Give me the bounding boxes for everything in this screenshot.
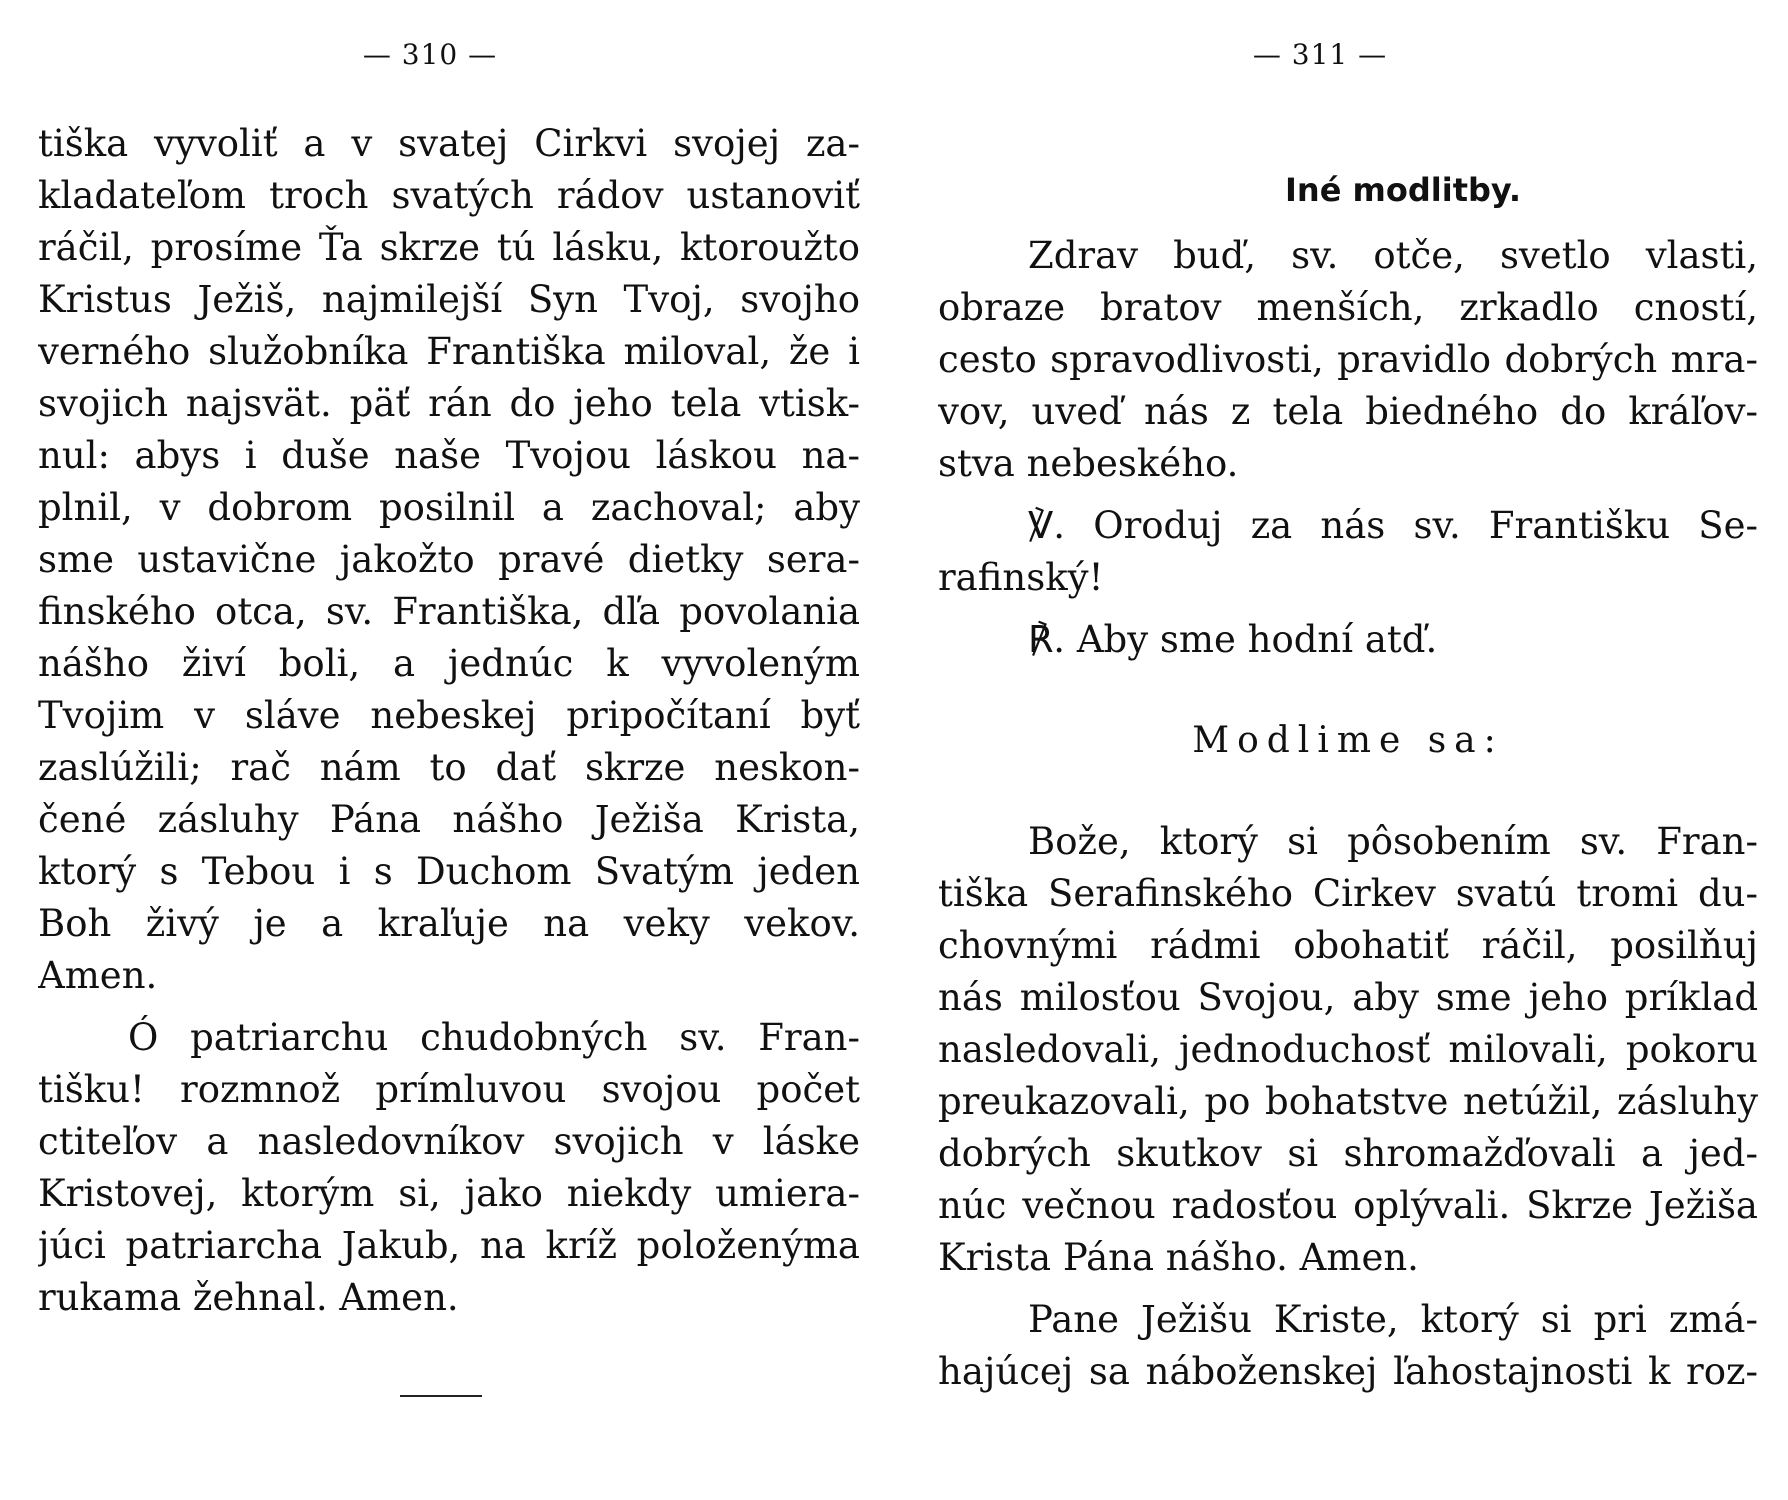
text-line: Zdrav buď, sv. otče, svetlo vlasti, (1028, 234, 1758, 277)
text-line: nasledovali, jednoduchosť milovali, pokoru (938, 1028, 1758, 1071)
paragraph (38, 118, 860, 1002)
text-line: rafinský! (938, 556, 1104, 599)
paragraph (938, 230, 1758, 490)
text-line: chovnými rádmi obohatiť ráčil, posilňuj (938, 924, 1758, 967)
left-page (30, 0, 860, 1500)
right-page-text (938, 160, 1758, 1398)
text-line: Kristovej, ktorým si, jako niekdy umiera- (38, 1172, 860, 1215)
text-line: núc večnou radosťou oplývali. Skrze Ježiša (938, 1184, 1758, 1227)
text-line: ctiteľov a nasledovníkov svojich v láske (38, 1120, 860, 1163)
versicle (938, 500, 1758, 604)
text-line: Tvojim v sláve nebeskej pripočítaní byť (38, 694, 860, 737)
text-line: nás milosťou Svojou, aby sme jeho príklad (938, 976, 1758, 1019)
text-line: svojich najsvät. päť rán do jeho tela vtisk- (38, 382, 860, 425)
page-number: — 310 — (362, 38, 498, 71)
paragraph (38, 1012, 860, 1324)
section-heading: Iné modlitby. (1285, 171, 1521, 209)
text-line: Kristus Ježiš, najmilejší Syn Tvoj, svojho (38, 278, 860, 321)
text-line: Krista Pána nášho. Amen. (938, 1236, 1419, 1279)
prayer-heading: Modlime sa: (1192, 720, 1504, 761)
text-line: nul: abys i duše naše Tvojou láskou na- (38, 434, 860, 477)
text-line: ktorý s Tebou i s Duchom Svatým jeden (38, 850, 860, 893)
text-line: Bože, ktorý si pôsobením sv. Fran- (1028, 820, 1758, 863)
response: ℟. Aby sme hodní atď. (1028, 618, 1438, 661)
text-line: hajúcej sa náboženskej ľahostajnosti k roz- (938, 1350, 1758, 1393)
text-line: tiška vyvoliť a v svatej Cirkvi svojej za- (38, 122, 860, 165)
text-line: preukazovali, po bohatstve netúžil, zásluhy (938, 1080, 1758, 1123)
text-line: zaslúžili; rač nám to dať skrze neskon- (38, 746, 860, 789)
text-line: Amen. (38, 954, 158, 997)
text-line: obraze bratov menších, zrkadlo cností, (938, 286, 1758, 329)
paragraph (938, 816, 1758, 1284)
text-line: plnil, v dobrom posilnil a zachoval; aby (38, 486, 860, 529)
text-line: kladateľom troch svatých rádov ustanoviť (38, 174, 860, 217)
paragraph (938, 1294, 1758, 1398)
text-line: tišku! rozmnož prímluvou svojou počet (38, 1068, 860, 1111)
end-rule (400, 1395, 482, 1397)
text-line: Pane Ježišu Kriste, ktorý si pri zmá- (1028, 1298, 1758, 1341)
page-number: — 311 — (1252, 38, 1388, 71)
text-line: čené zásluhy Pána nášho Ježiša Krista, (38, 798, 860, 841)
text-line: júci patriarcha Jakub, na kríž položenýma (38, 1224, 860, 1267)
text-line: Ó patriarchu chudobných sv. Fran- (128, 1016, 860, 1059)
right-page (930, 0, 1758, 1500)
text-line: dobrých skutkov si shromažďovali a jed- (938, 1132, 1758, 1175)
text-line: cesto spravodlivosti, pravidlo dobrých mra- (938, 338, 1758, 381)
text-line: verného služobníka Františka miloval, že i (38, 330, 860, 373)
text-line: finského otca, sv. Františka, dľa povolania (38, 590, 860, 633)
text-line: ℣. Oroduj za nás sv. Františku Se- (1028, 504, 1758, 547)
text-line: vov, uveď nás z tela biedného do kráľov- (938, 390, 1758, 433)
text-line: ráčil, prosíme Ťa skrze tú lásku, ktoroužto (38, 226, 860, 269)
text-line: Boh živý je a kraľuje na veky vekov. (38, 902, 860, 945)
text-line: stva nebeského. (938, 442, 1239, 485)
text-line: tiška Serafinského Cirkev svatú tromi du- (938, 872, 1758, 915)
left-page-text (38, 118, 860, 1324)
text-line: sme ustavične jakožto pravé dietky sera- (38, 538, 860, 581)
text-line: nášho živí boli, a jednúc k vyvoleným (38, 642, 860, 685)
text-line: rukama žehnal. Amen. (38, 1276, 459, 1319)
